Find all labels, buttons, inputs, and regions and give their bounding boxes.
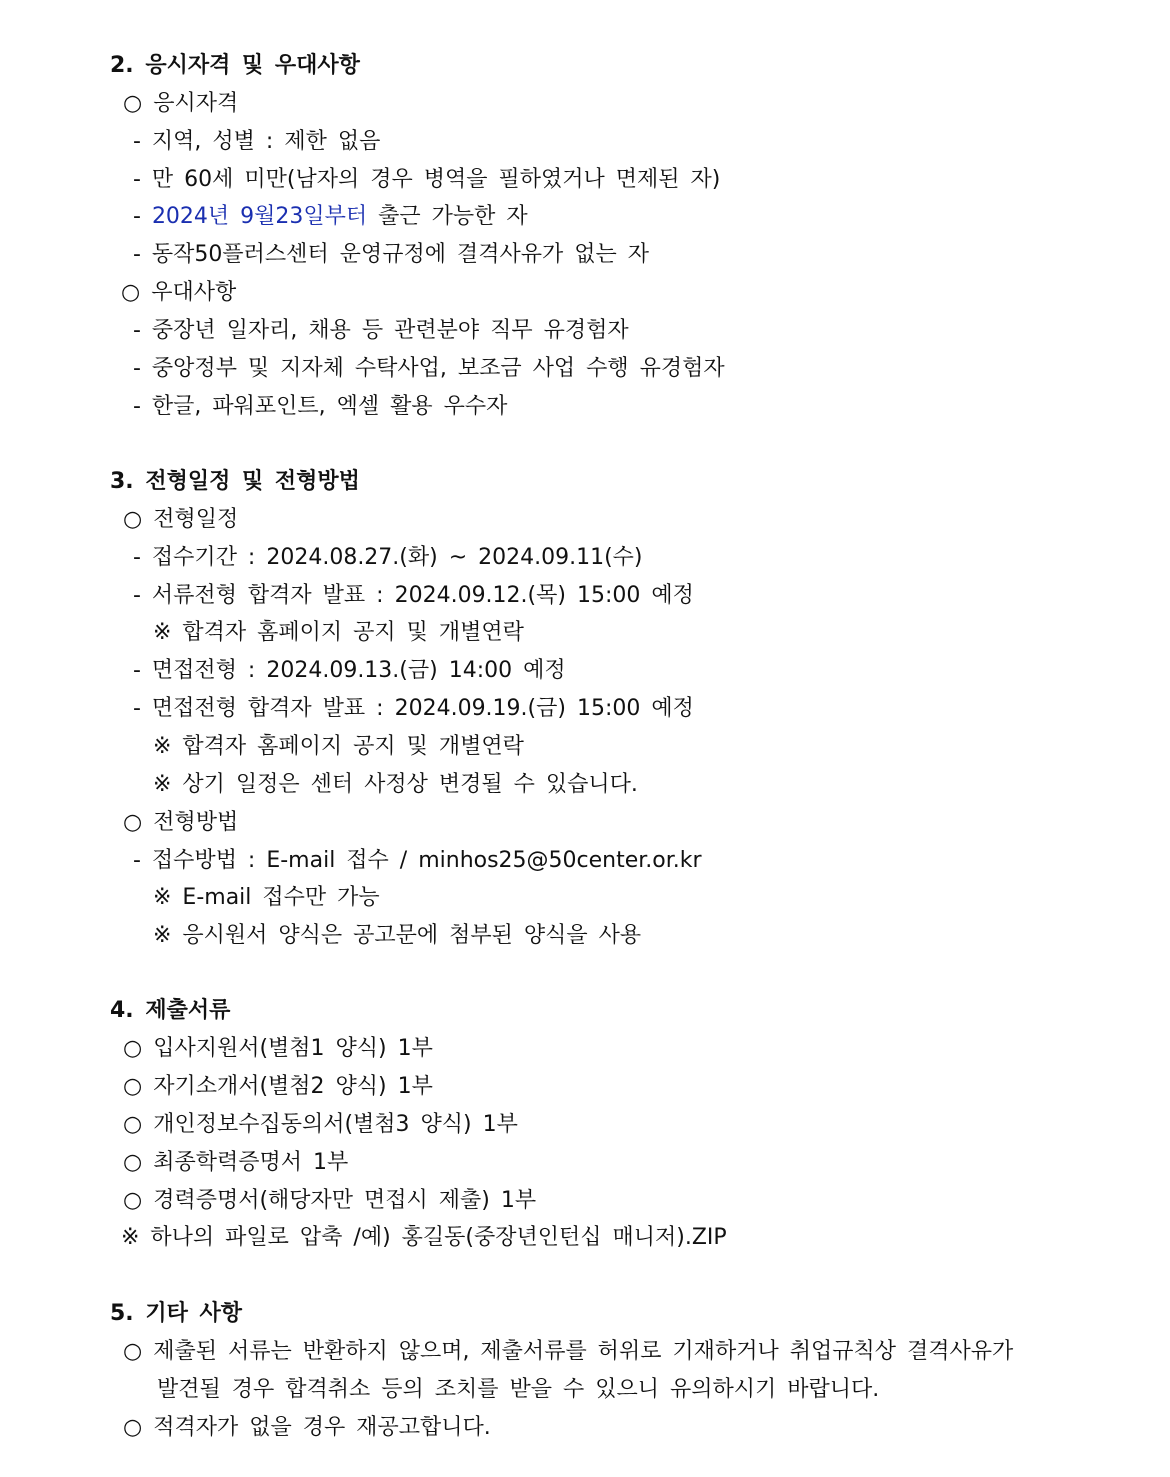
start-date-rest: 출근 가능한 자 [367,204,528,229]
document-item-privacy-consent: ○ 개인정보수집동의서(별첨3 양식) 1부 [123,1112,518,1137]
section-5-heading: 5. 기타 사항 [110,1301,242,1326]
other-item-reannounce: ○ 적격자가 없을 경우 재공고합니다. [123,1415,491,1440]
qualification-item-regulation: - 동작50플러스센터 운영규정에 결격사유가 없는 자 [133,242,649,267]
preference-header: ○ 우대사항 [121,280,237,305]
dash-prefix: - [133,204,152,229]
document-zip-note: ※ 하나의 파일로 압축 /예) 홍길동(중장년인턴십 매니저).ZIP [121,1225,727,1250]
other-item-documents-line1: ○ 제출된 서류는 반환하지 않으며, 제출서류를 허위로 기재하거나 취업규칙상 결격사유가 [123,1339,1014,1364]
schedule-note-change: ※ 상기 일정은 센터 사정상 변경될 수 있습니다. [153,772,638,797]
preference-item-experience: - 중장년 일자리, 채용 등 관련분야 직무 유경험자 [133,318,629,343]
schedule-note-interview-result: ※ 합격자 홈페이지 공지 및 개별연락 [153,734,524,759]
qualification-header: ○ 응시자격 [123,91,239,116]
start-date-highlight: 2024년 9월23일부터 [151,204,368,229]
qualification-item-region-gender: - 지역, 성별 : 제한 없음 [133,129,381,154]
other-item-documents-line2: 발견될 경우 합격취소 등의 조치를 받을 수 있으니 유의하시기 바랍니다. [157,1377,880,1402]
schedule-item-application: - 접수기간 : 2024.08.27.(화) ~ 2024.09.11(수) [133,545,643,570]
method-item-email: - 접수방법 : E-mail 접수 / minhos25@50center.or.kr [133,848,702,873]
schedule-item-interview: - 면접전형 : 2024.09.13.(금) 14:00 예정 [133,658,566,683]
method-note-form: ※ 응시원서 양식은 공고문에 첨부된 양식을 사용 [153,923,642,948]
qualification-item-start-date [133,203,528,231]
preference-item-office-skills: - 한글, 파워포인트, 엑셀 활용 우수자 [133,394,508,419]
qualification-item-age: - 만 60세 미만(남자의 경우 병역을 필하였거나 면제된 자) [133,167,721,192]
section-2-heading: 2. 응시자격 및 우대사항 [110,53,360,78]
preference-item-government: - 중앙정부 및 지자체 수탁사업, 보조금 사업 수행 유경험자 [133,356,725,381]
method-header: ○ 전형방법 [123,810,239,835]
document-item-application-form: ○ 입사지원서(별첨1 양식) 1부 [123,1036,433,1061]
schedule-header: ○ 전형일정 [123,507,239,532]
section-4-heading: 4. 제출서류 [110,998,231,1023]
document-item-self-intro: ○ 자기소개서(별첨2 양식) 1부 [123,1074,433,1099]
document-item-career: ○ 경력증명서(해당자만 면접시 제출) 1부 [123,1188,537,1213]
schedule-item-document-result: - 서류전형 합격자 발표 : 2024.09.12.(목) 15:00 예정 [133,583,694,608]
schedule-note-document-result: ※ 합격자 홈페이지 공지 및 개별연락 [153,620,524,645]
schedule-item-interview-result: - 면접전형 합격자 발표 : 2024.09.19.(금) 15:00 예정 [133,696,694,721]
method-note-email-only: ※ E-mail 접수만 가능 [153,885,380,910]
section-3-heading: 3. 전형일정 및 전형방법 [110,469,360,494]
document-item-education: ○ 최종학력증명서 1부 [123,1150,349,1175]
